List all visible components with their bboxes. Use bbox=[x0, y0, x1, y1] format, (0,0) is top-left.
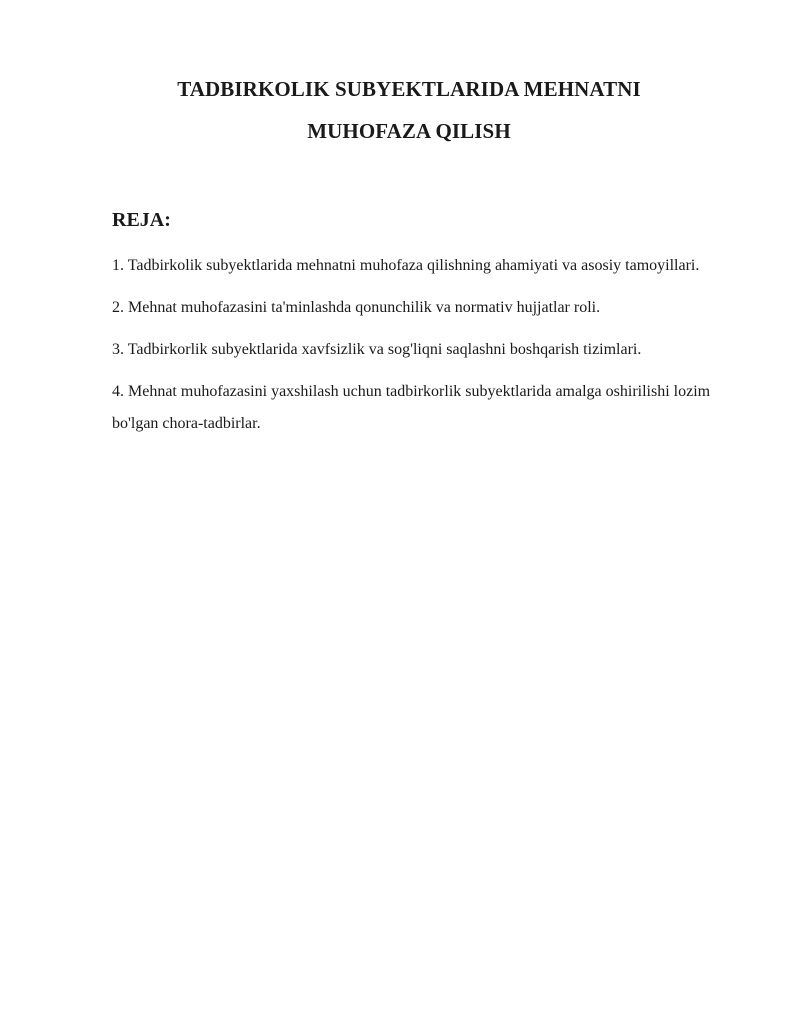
document-title-line-1: TADBIRKOLIK SUBYEKTLARIDA MEHNATNI bbox=[177, 77, 641, 101]
document-title-line-2: MUHOFAZA QILISH bbox=[307, 119, 511, 143]
plan-item-2: 2. Mehnat muhofazasini ta'minlashda qonunchilik va normativ hujjatlar roli. bbox=[112, 299, 601, 316]
plan-list bbox=[112, 250, 722, 450]
plan-item-3: 3. Tadbirkorlik subyektlarida xavfsizlik va sog'liqni saqlashni boshqarish tizimlari. bbox=[112, 341, 642, 358]
plan-heading: REJA: bbox=[112, 209, 171, 231]
plan-item-4: 4. Mehnat muhofazasini yaxshilash uchun tadbirkorlik subyektlarida amalga oshirilishi lozim bo'lgan chora-tadbirlar. bbox=[112, 383, 711, 432]
plan-item-1: 1. Tadbirkolik subyektlarida mehnatni muhofaza qilishning ahamiyati va asosiy tamoyillari. bbox=[112, 257, 700, 274]
